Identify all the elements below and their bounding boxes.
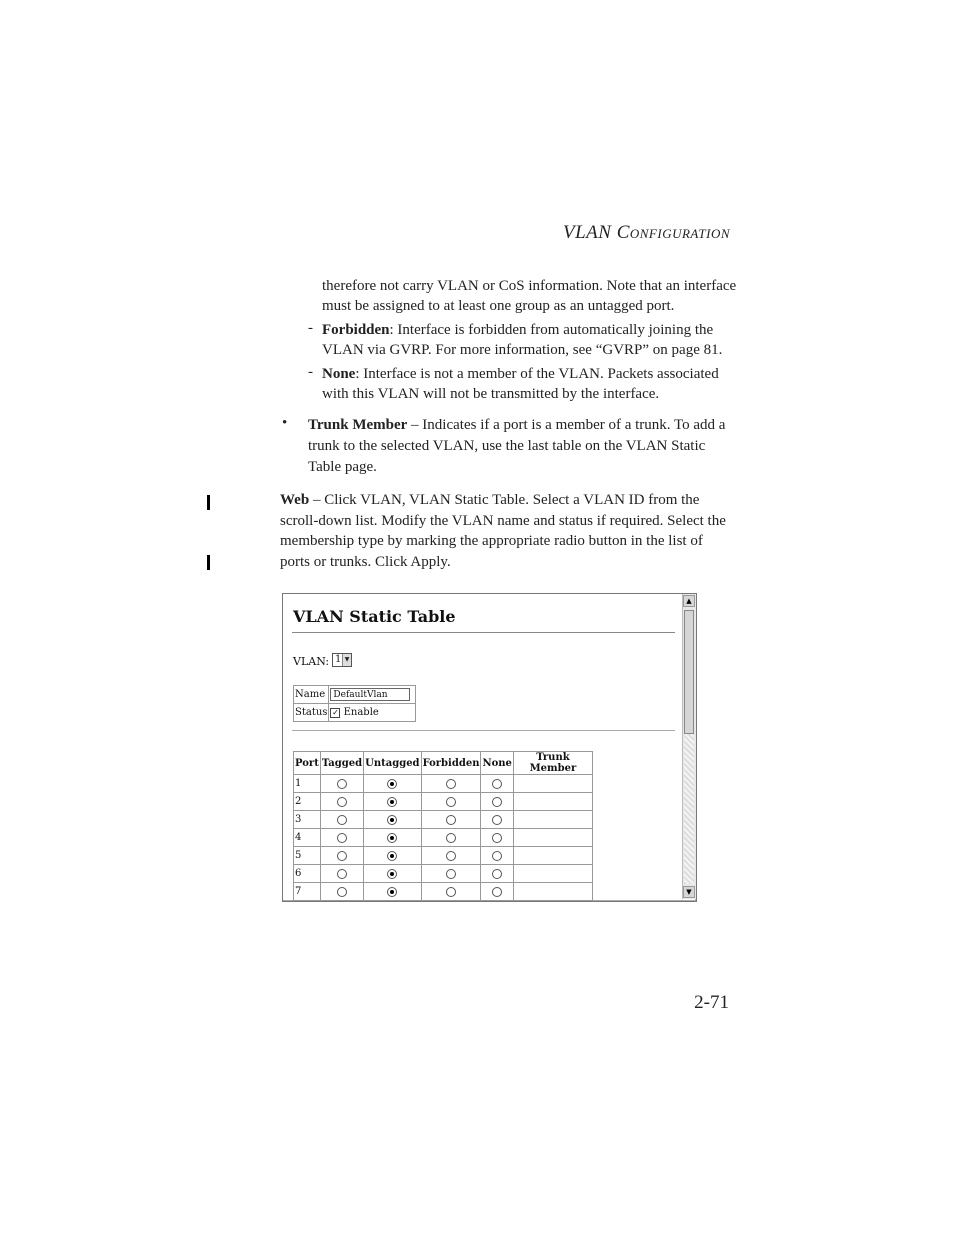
radio-none[interactable] [492, 869, 502, 879]
bullet-trunk: • [282, 415, 288, 431]
membership-cell [320, 829, 363, 847]
status-label: Status [294, 704, 329, 722]
port-cell: 4 [294, 829, 321, 847]
trunk-member-cell [513, 811, 592, 829]
trunk-text: – Indicates if a port is a member of a trunk. To add a trunk to the selected VLAN, use the last table on the VLAN Static Table page. [308, 417, 726, 475]
name-row [294, 686, 416, 704]
port-cell: 3 [294, 811, 321, 829]
table-row [294, 775, 593, 793]
radio-tagged[interactable] [337, 815, 347, 825]
web-text: – Click VLAN, VLAN Static Table. Select a VLAN ID from the scroll-down list. Modify the VLAN name and status if required. Select the membership type by marking the appropriate radio button in the list of ports or trunks. Click Apply. [280, 492, 726, 570]
radio-tagged[interactable] [337, 851, 347, 861]
vlan-info-table [293, 685, 416, 722]
dash-none: - [308, 364, 313, 380]
title-divider [292, 632, 675, 633]
web-instructions [280, 490, 730, 572]
radio-none[interactable] [492, 779, 502, 789]
vertical-scrollbar[interactable] [682, 594, 696, 899]
enable-checkbox[interactable]: ✓ [332, 707, 339, 717]
vlan-select-value: 1 [335, 654, 342, 665]
header-tagged: Tagged [320, 752, 363, 775]
radio-untagged[interactable] [387, 815, 397, 825]
radio-forbidden[interactable] [446, 869, 456, 879]
membership-cell [481, 847, 513, 865]
running-head [563, 222, 730, 244]
scrollbar-track[interactable] [684, 734, 694, 884]
radio-none[interactable] [492, 851, 502, 861]
membership-cell [421, 811, 481, 829]
table-row [294, 883, 593, 901]
port-membership-table [293, 751, 593, 901]
header-trunk-member: Trunk Member [513, 752, 592, 775]
radio-none[interactable] [492, 815, 502, 825]
scroll-down-icon[interactable]: ▼ [683, 886, 695, 898]
radio-tagged[interactable] [337, 887, 347, 897]
trunk-member-cell [513, 847, 592, 865]
radio-untagged[interactable] [387, 851, 397, 861]
port-cell: 7 [294, 883, 321, 901]
screenshot-content [283, 594, 679, 901]
radio-forbidden[interactable] [446, 833, 456, 843]
radio-untagged[interactable] [387, 833, 397, 843]
enable-label: Enable [343, 707, 379, 718]
header-none: None [481, 752, 513, 775]
name-cell [329, 686, 416, 704]
membership-cell [481, 829, 513, 847]
radio-forbidden[interactable] [446, 815, 456, 825]
radio-none[interactable] [492, 797, 502, 807]
chevron-down-icon[interactable]: ▼ [342, 654, 351, 666]
membership-cell [481, 775, 513, 793]
running-head-rest: ONFIGURATION [629, 226, 730, 241]
radio-untagged[interactable] [387, 797, 397, 807]
dash-forbidden: - [308, 320, 313, 336]
vlan-label: VLAN: [293, 655, 330, 668]
header-untagged: Untagged [364, 752, 421, 775]
radio-tagged[interactable] [337, 797, 347, 807]
membership-cell [364, 865, 421, 883]
name-label: Name [294, 686, 329, 704]
running-head-first: VLAN C [563, 222, 630, 243]
change-bar-bottom [207, 555, 210, 570]
status-cell [329, 704, 416, 722]
table-row [294, 865, 593, 883]
radio-forbidden[interactable] [446, 851, 456, 861]
membership-cell [364, 775, 421, 793]
table-row [294, 847, 593, 865]
membership-cell [320, 793, 363, 811]
status-row [294, 704, 416, 722]
none-term: None [322, 366, 356, 382]
membership-cell [481, 811, 513, 829]
membership-cell [320, 811, 363, 829]
membership-cell [421, 883, 481, 901]
web-term: Web [280, 492, 310, 508]
forbidden-term: Forbidden [322, 322, 390, 338]
membership-cell [364, 811, 421, 829]
membership-cell [421, 775, 481, 793]
trunk-member-cell [513, 883, 592, 901]
membership-cell [320, 865, 363, 883]
port-table-header [294, 752, 593, 775]
change-bar-top [207, 495, 210, 510]
trunk-member-cell [513, 865, 592, 883]
port-cell: 1 [294, 775, 321, 793]
membership-cell [481, 883, 513, 901]
radio-tagged[interactable] [337, 833, 347, 843]
none-item [322, 364, 742, 404]
header-forbidden: Forbidden [421, 752, 481, 775]
membership-cell [364, 847, 421, 865]
none-text: : Interface is not a member of the VLAN. Packets associated with this VLAN will not be transmitted by the interface. [322, 366, 719, 402]
header-port: Port [294, 752, 321, 775]
membership-cell [364, 793, 421, 811]
scrollbar-thumb[interactable] [684, 610, 694, 734]
membership-cell [320, 883, 363, 901]
port-cell: 5 [294, 847, 321, 865]
name-input[interactable]: DefaultVlan [330, 688, 410, 701]
forbidden-text: : Interface is forbidden from automatically joining the VLAN via GVRP. For more information, see “GVRP” on page 81. [322, 322, 723, 358]
table-row [294, 829, 593, 847]
membership-cell [481, 865, 513, 883]
section-divider [292, 730, 675, 731]
membership-cell [421, 847, 481, 865]
trunk-member-cell [513, 793, 592, 811]
membership-cell [421, 865, 481, 883]
radio-none[interactable] [492, 833, 502, 843]
radio-forbidden[interactable] [446, 887, 456, 897]
page-number: 2-71 [694, 992, 729, 1013]
table-row [294, 793, 593, 811]
radio-none[interactable] [492, 887, 502, 897]
trunk-item [308, 415, 738, 478]
port-cell: 6 [294, 865, 321, 883]
forbidden-item [322, 320, 742, 360]
scroll-up-icon[interactable]: ▲ [683, 595, 695, 607]
trunk-member-cell [513, 775, 592, 793]
membership-cell [364, 829, 421, 847]
radio-untagged[interactable] [387, 779, 397, 789]
membership-cell [320, 847, 363, 865]
vlan-static-table-screenshot [282, 593, 697, 902]
membership-cell [481, 793, 513, 811]
membership-cell [364, 883, 421, 901]
radio-tagged[interactable] [337, 869, 347, 879]
membership-cell [421, 793, 481, 811]
membership-cell [421, 829, 481, 847]
membership-cell [320, 775, 363, 793]
radio-forbidden[interactable] [446, 779, 456, 789]
radio-forbidden[interactable] [446, 797, 456, 807]
table-row [294, 811, 593, 829]
vlan-select[interactable] [332, 653, 352, 667]
radio-untagged[interactable] [387, 887, 397, 897]
radio-tagged[interactable] [337, 779, 347, 789]
trunk-term: Trunk Member [308, 417, 408, 433]
continuation-text: therefore not carry VLAN or CoS information. Note that an interface must be assigned to at least one group as an untagged port. [322, 278, 737, 314]
trunk-member-cell [513, 829, 592, 847]
page-title: VLAN Static Table [293, 607, 456, 626]
port-cell: 2 [294, 793, 321, 811]
radio-untagged[interactable] [387, 869, 397, 879]
